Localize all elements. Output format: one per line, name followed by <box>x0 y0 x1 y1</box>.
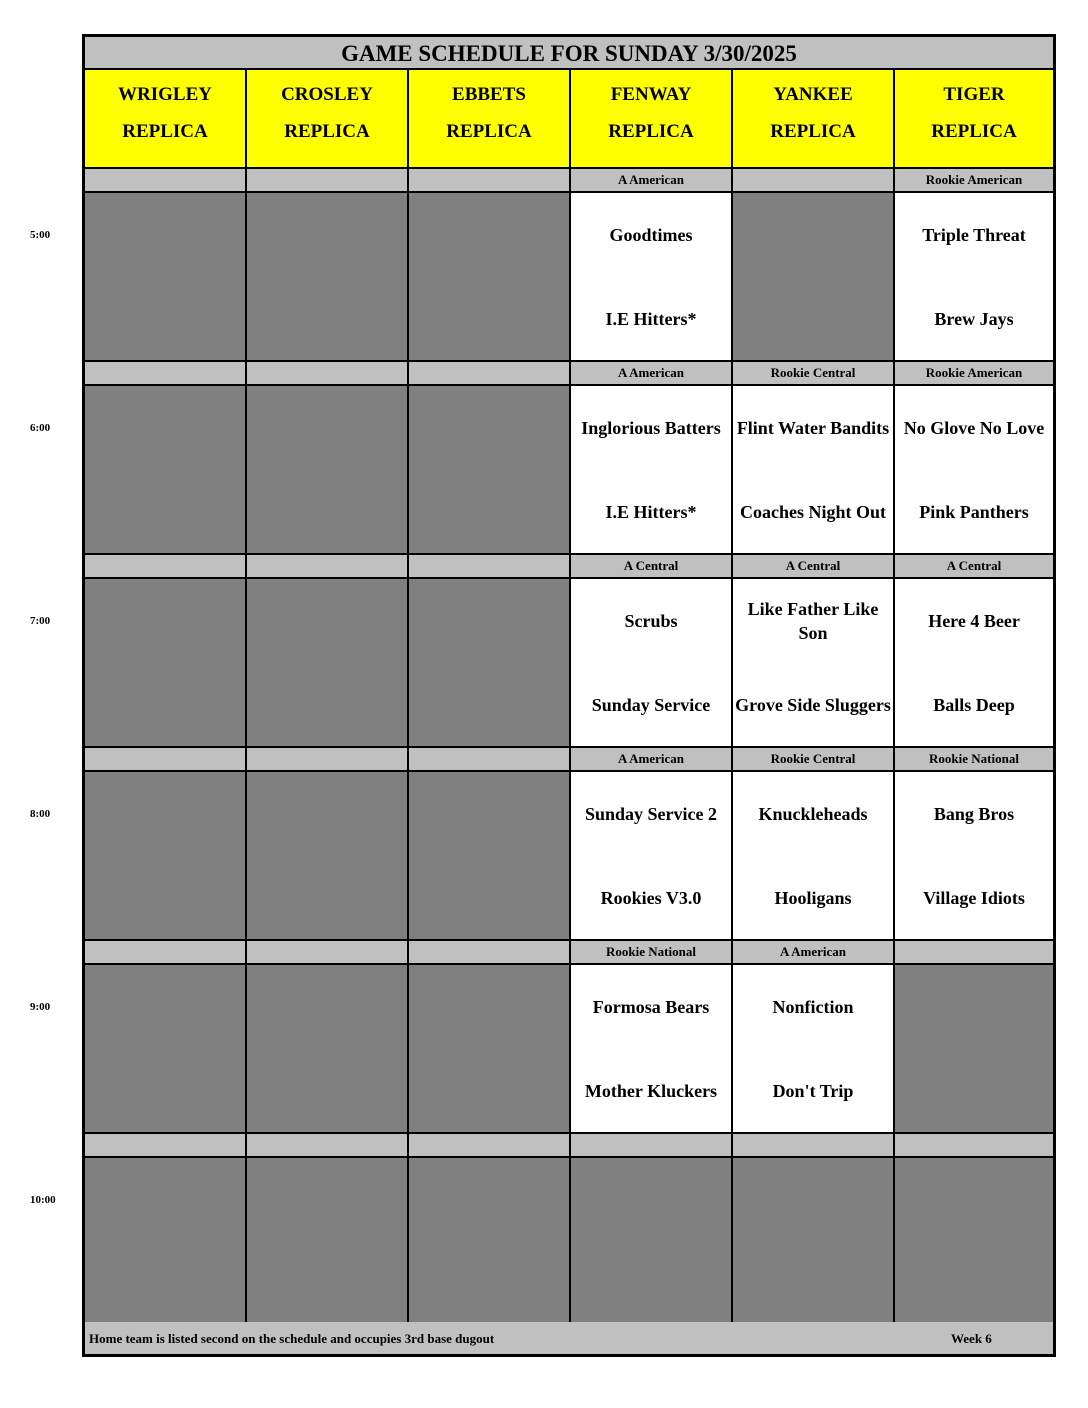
schedule-title: GAME SCHEDULE FOR SUNDAY 3/30/2025 <box>85 37 1053 70</box>
away-team: Inglorious Batters <box>581 418 721 438</box>
field-name: CROSLEY <box>281 84 373 105</box>
empty-cell <box>409 1158 571 1327</box>
away-team: Formosa Bears <box>592 997 710 1017</box>
schedule-footer <box>85 1322 1053 1354</box>
home-team: Coaches Night Out <box>739 502 886 522</box>
home-team: Sunday Service <box>591 695 711 715</box>
division-label: Rookie Central <box>733 362 895 386</box>
empty-cell <box>247 193 409 362</box>
division-label <box>85 1134 247 1158</box>
game-cell <box>895 579 1053 748</box>
home-team: Balls Deep <box>933 695 1015 715</box>
home-team: Don't Trip <box>772 1081 854 1101</box>
home-team: I.E Hitters* <box>605 309 697 329</box>
empty-cell <box>247 772 409 941</box>
field-subtitle: REPLICA <box>770 121 856 142</box>
division-label <box>247 555 409 579</box>
away-team: Bang Bros <box>933 804 1015 824</box>
empty-cell <box>733 193 895 362</box>
division-label: A Central <box>733 555 895 579</box>
field-header-yankee <box>733 70 895 169</box>
time-label: 7:00 <box>30 615 51 627</box>
away-team: Triple Threat <box>922 225 1026 245</box>
division-label <box>247 1134 409 1158</box>
division-label: A American <box>571 748 733 772</box>
game-cell <box>895 386 1053 555</box>
division-label <box>85 555 247 579</box>
field-header-wrigley <box>85 70 247 169</box>
home-team: Rookies V3.0 <box>600 888 702 908</box>
game-cell <box>571 772 733 941</box>
division-label <box>247 941 409 965</box>
footer-note: Home team is listed second on the schedule and occupies 3rd base dugout <box>89 1331 495 1346</box>
division-label: Rookie American <box>895 362 1053 386</box>
field-name: FENWAY <box>610 84 692 105</box>
game-cell <box>571 193 733 362</box>
empty-cell <box>409 386 571 555</box>
division-label: Rookie National <box>571 941 733 965</box>
empty-cell <box>409 579 571 748</box>
division-label <box>895 941 1053 965</box>
field-subtitle: REPLICA <box>122 121 208 142</box>
away-team: No Glove No Love <box>903 418 1045 438</box>
division-label: A Central <box>571 555 733 579</box>
division-label <box>409 362 571 386</box>
empty-cell <box>895 1158 1053 1327</box>
away-team: Flint Water Bandits <box>736 418 890 438</box>
empty-cell <box>85 1158 247 1327</box>
empty-cell <box>409 193 571 362</box>
game-cell <box>571 386 733 555</box>
away-team: Here 4 Beer <box>928 611 1020 631</box>
time-label: 9:00 <box>30 1001 51 1013</box>
division-label: A American <box>571 169 733 193</box>
away-team: Sunday Service 2 <box>584 804 717 824</box>
division-label <box>409 555 571 579</box>
home-team: Brew Jays <box>934 309 1014 329</box>
division-label <box>85 362 247 386</box>
field-name: TIGER <box>943 84 1005 105</box>
time-label: 8:00 <box>30 808 51 820</box>
game-cell <box>733 386 895 555</box>
empty-cell <box>409 772 571 941</box>
game-cell <box>733 579 895 748</box>
home-team: Pink Panthers <box>919 502 1029 522</box>
empty-cell <box>85 579 247 748</box>
field-name: EBBETS <box>452 84 526 105</box>
empty-cell <box>409 965 571 1134</box>
away-team: Knuckleheads <box>758 804 868 824</box>
week-label: Week 6 <box>951 1331 992 1346</box>
empty-cell <box>247 386 409 555</box>
time-label: 6:00 <box>30 422 51 434</box>
empty-cell <box>85 193 247 362</box>
home-team: Mother Kluckers <box>584 1081 718 1101</box>
division-label <box>247 169 409 193</box>
division-label <box>85 941 247 965</box>
away-team: Scrubs <box>624 611 678 631</box>
empty-cell <box>571 1158 733 1327</box>
division-label: Rookie National <box>895 748 1053 772</box>
home-team: I.E Hitters* <box>605 502 697 522</box>
field-subtitle: REPLICA <box>931 121 1017 142</box>
division-label <box>409 748 571 772</box>
empty-cell <box>247 965 409 1134</box>
field-header-crosley <box>247 70 409 169</box>
home-team: Hooligans <box>774 888 852 908</box>
game-cell <box>571 965 733 1134</box>
game-cell <box>895 193 1053 362</box>
division-label <box>409 1134 571 1158</box>
division-label <box>733 169 895 193</box>
empty-cell <box>247 1158 409 1327</box>
field-subtitle: REPLICA <box>284 121 370 142</box>
division-label: A American <box>733 941 895 965</box>
field-name: YANKEE <box>773 84 853 105</box>
empty-cell <box>85 965 247 1134</box>
game-cell <box>571 579 733 748</box>
division-label <box>895 1134 1053 1158</box>
away-team: Goodtimes <box>609 225 693 245</box>
field-subtitle: REPLICA <box>446 121 532 142</box>
division-label <box>733 1134 895 1158</box>
division-label: Rookie Central <box>733 748 895 772</box>
division-label <box>247 362 409 386</box>
home-team: Village Idiots <box>923 888 1025 908</box>
division-label: A Central <box>895 555 1053 579</box>
division-label <box>571 1134 733 1158</box>
time-label: 10:00 <box>30 1194 56 1206</box>
field-header-fenway <box>571 70 733 169</box>
empty-cell <box>895 965 1053 1134</box>
home-team: Grove Side Sluggers <box>735 695 891 715</box>
field-header-ebbets <box>409 70 571 169</box>
division-label <box>85 169 247 193</box>
division-label <box>85 748 247 772</box>
away-team: Nonfiction <box>772 997 854 1017</box>
empty-cell <box>85 772 247 941</box>
field-name: WRIGLEY <box>118 84 212 105</box>
game-cell <box>733 965 895 1134</box>
game-cell <box>733 772 895 941</box>
division-label <box>247 748 409 772</box>
game-cell <box>895 772 1053 941</box>
empty-cell <box>247 579 409 748</box>
away-team: Like Father Like Son <box>747 599 879 643</box>
division-label: Rookie American <box>895 169 1053 193</box>
time-label: 5:00 <box>30 229 51 241</box>
division-label: A American <box>571 362 733 386</box>
field-header-tiger <box>895 70 1053 169</box>
schedule-table <box>82 34 1056 1357</box>
empty-cell <box>85 386 247 555</box>
empty-cell <box>733 1158 895 1327</box>
field-subtitle: REPLICA <box>608 121 694 142</box>
division-label <box>409 941 571 965</box>
division-label <box>409 169 571 193</box>
